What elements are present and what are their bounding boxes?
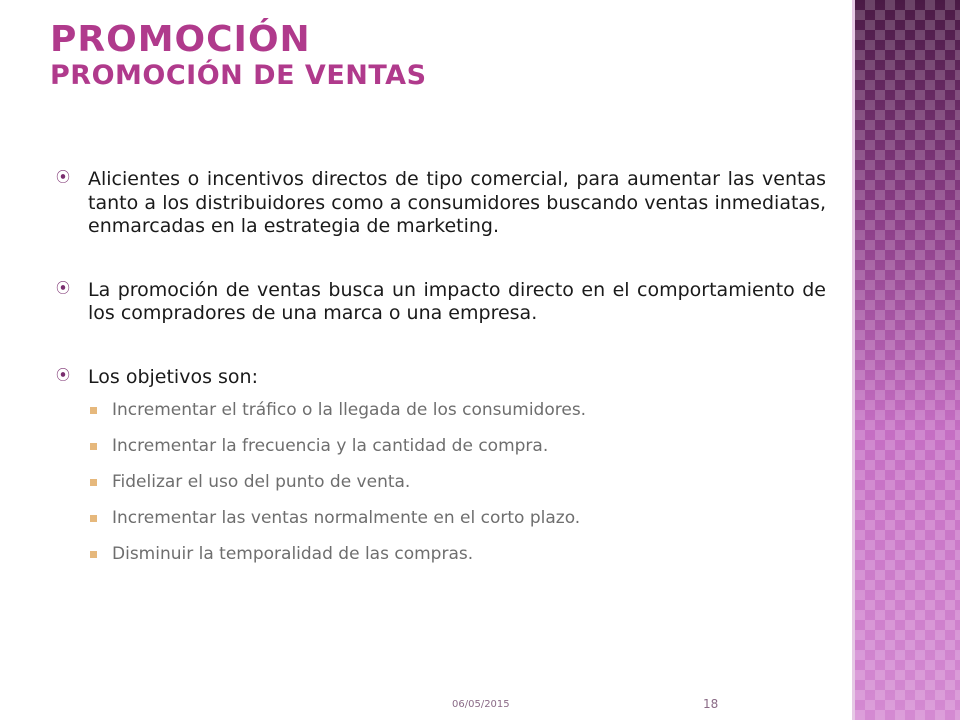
- sub-bullet-item: [56, 435, 826, 457]
- square-bullet-icon: [90, 515, 97, 522]
- square-bullet-icon: [90, 479, 97, 486]
- slide-content: [56, 168, 826, 579]
- title-main: PROMOCIÓN: [50, 19, 311, 60]
- square-bullet-icon: [90, 551, 97, 558]
- sub-bullet-item: [56, 543, 826, 565]
- sub-bullet-text: Disminuir la temporalidad de las compras.: [112, 544, 474, 564]
- slide-title: [50, 19, 427, 91]
- bullet-text: Los objetivos son:: [88, 365, 258, 388]
- page-number: 18: [703, 697, 719, 711]
- sub-bullet-item: [56, 507, 826, 529]
- square-bullet-icon: [90, 443, 97, 450]
- sub-bullet-item: [56, 471, 826, 493]
- bullet-item: [56, 366, 826, 390]
- title-subtitle: PROMOCIÓN DE VENTAS: [50, 60, 427, 91]
- sub-bullet-text: Incrementar las ventas normalmente en el corto plazo.: [112, 508, 581, 528]
- bullet-item: [56, 279, 826, 326]
- square-bullet-icon: [90, 407, 97, 414]
- sub-bullet-text: Fidelizar el uso del punto de venta.: [112, 472, 411, 492]
- circled-dot-bullet-icon: ⦿: [56, 367, 70, 384]
- circled-dot-bullet-icon: ⦿: [56, 170, 70, 186]
- bullet-text: Alicientes o incentivos directos de tipo comercial, para aumentar las ventas tanto a los distribuidores como a consumidores buscando ventas inmediatas, enmarcadas en la estrategia de marketing.: [88, 168, 826, 237]
- bullet-item: [56, 168, 826, 239]
- sub-bullet-item: [56, 399, 826, 421]
- bullet-text: La promoción de ventas busca un impacto directo en el comportamiento de los compradores de una marca o una empresa.: [88, 278, 826, 324]
- sub-bullet-text: Incrementar la frecuencia y la cantidad de compra.: [112, 436, 549, 456]
- decorative-side-panel: [855, 0, 960, 720]
- circled-dot-bullet-icon: ⦿: [56, 280, 70, 297]
- sub-bullet-text: Incrementar el tráfico o la llegada de los consumidores.: [112, 400, 587, 420]
- footer-date: 06/05/2015: [452, 699, 510, 710]
